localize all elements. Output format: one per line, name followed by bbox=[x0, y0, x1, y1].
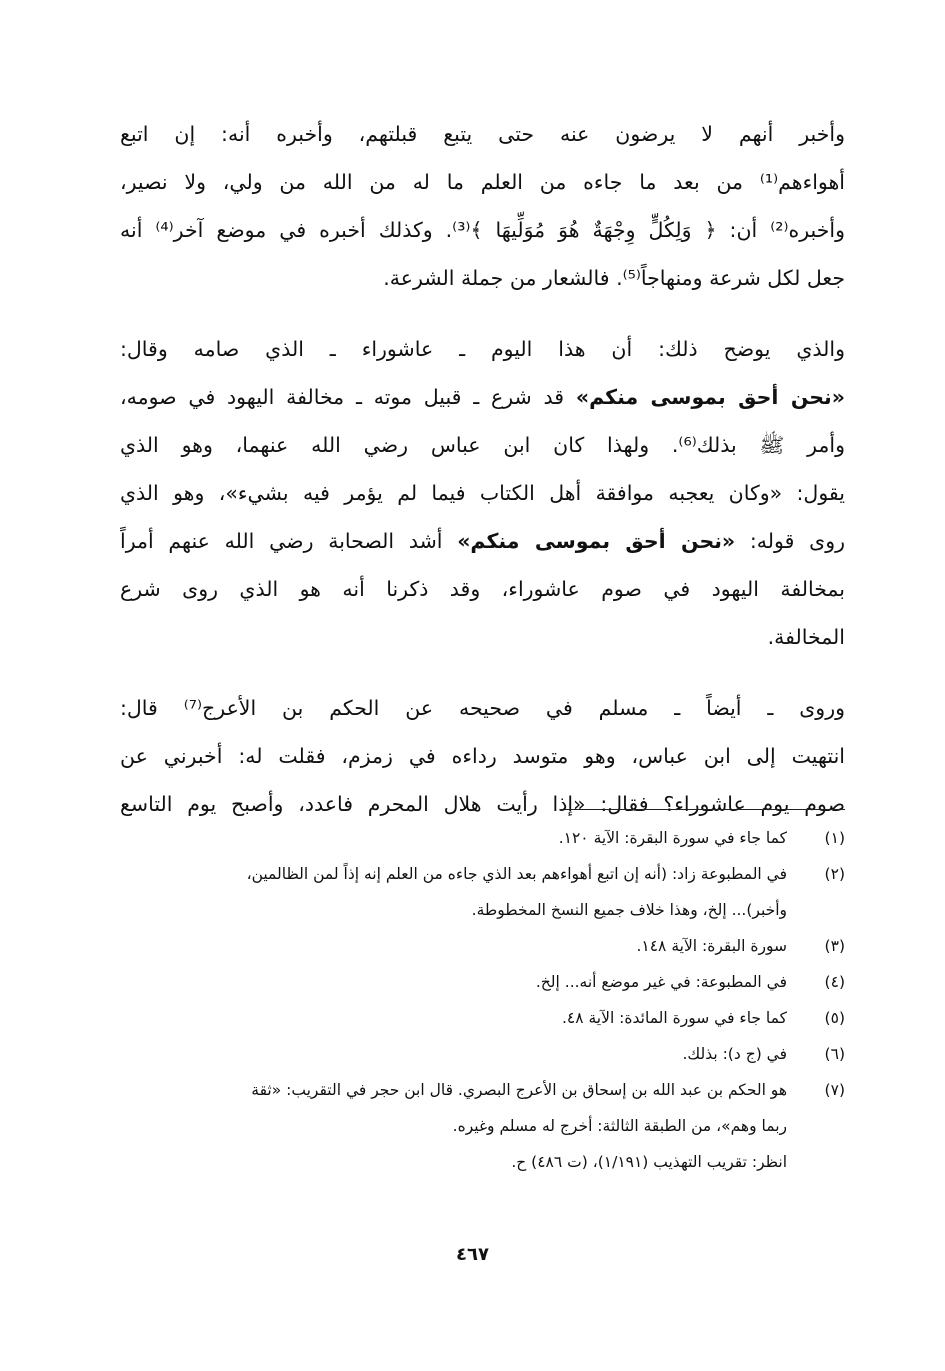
footnote-line: هو الحكم بن عبد الله بن إسحاق بن الأعرج البصري. قال ابن حجر في التقريب: «ثقة bbox=[251, 1081, 787, 1099]
text-run: قد شرع ـ قبيل موته ـ مخالفة اليهود في صومه، bbox=[120, 385, 576, 409]
footnote-number: (٧) bbox=[824, 1081, 845, 1099]
paragraph-3 bbox=[120, 684, 845, 828]
text-line: انتهيت إلى ابن عباس، وهو متوسد رداءه في زمزم، فقلت له: أخبرني عن bbox=[120, 744, 845, 768]
footnotes bbox=[120, 820, 845, 1180]
text-line: صوم يوم عاشوراء؟ فقال: «إذا رأيت هلال المحرم فاعدد، وأصبح يوم التاسع bbox=[120, 792, 845, 816]
footnote-number: (٤) bbox=[824, 973, 845, 991]
text-line: وأمر ﷺ بذلك⁽⁶⁾. ولهذا كان ابن عباس رضي الله عنهما، وهو الذي bbox=[120, 433, 845, 457]
text-run: أشد الصحابة رضي الله عنهم أمراً bbox=[120, 529, 458, 553]
paragraph-1 bbox=[120, 110, 845, 302]
text-line: وأخبر أنهم لا يرضون عنه حتى يتبع قبلتهم، وأخبره أنه: إن اتبع bbox=[120, 122, 845, 146]
footnote-text bbox=[120, 1072, 787, 1180]
footnote-4 bbox=[120, 964, 845, 1000]
footnote-text bbox=[120, 1036, 787, 1072]
text-line: وأخبره⁽²⁾ أن: ﴿ وَلِكُلٍّ وِجْهَةٌ هُوَ مُوَلِّيهَا ﴾⁽³⁾. وكذلك أخبره في موضع آخر⁽⁴⁾ أنه bbox=[120, 218, 845, 242]
hadith-quote: «نحن أحق بموسى منكم» bbox=[575, 385, 845, 409]
footnote-separator bbox=[560, 809, 845, 810]
footnote-number: (٦) bbox=[824, 1045, 845, 1063]
footnote-line: انظر: تقريب التهذيب (١/١٩١)، (ت ٤٨٦) ح. bbox=[511, 1153, 787, 1171]
footnote-3 bbox=[120, 928, 845, 964]
footnote-line: ربما وهم»، من الطبقة الثالثة: أخرج له مسلم وغيره. bbox=[452, 1117, 787, 1135]
text-line: والذي يوضح ذلك: أن هذا اليوم ـ عاشوراء ـ الذي صامه وقال: bbox=[120, 337, 845, 361]
footnote-5 bbox=[120, 1000, 845, 1036]
page-number: ٤٦٧ bbox=[456, 1244, 489, 1265]
footnote-line: سورة البقرة: الآية ١٤٨. bbox=[636, 937, 787, 955]
footnote-line: في (ج د): بذلك. bbox=[682, 1045, 787, 1063]
text-run: روى قوله: bbox=[735, 529, 845, 553]
footnote-text bbox=[120, 964, 787, 1000]
text-line: أهواءهم⁽¹⁾ من بعد ما جاءه من العلم ما له من الله من ولي، ولا نصير، bbox=[120, 170, 845, 194]
footnote-text bbox=[120, 1000, 787, 1036]
footnote-6 bbox=[120, 1036, 845, 1072]
footnote-line: وأخبر)... إلخ، وهذا خلاف جميع النسخ المخطوطة. bbox=[471, 901, 787, 919]
footnote-number: (٣) bbox=[824, 937, 845, 955]
footnote-7 bbox=[120, 1072, 845, 1180]
footnote-2 bbox=[120, 856, 845, 928]
text-line: وروى ـ أيضاً ـ مسلم في صحيحه عن الحكم بن الأعرج⁽⁷⁾ قال: bbox=[120, 696, 845, 720]
footnote-1 bbox=[120, 820, 845, 856]
footnote-number: (١) bbox=[824, 829, 845, 847]
footnote-line: في المطبوعة زاد: (أنه إن اتبع أهواءهم بعد الذي جاءه من العلم إنه إذاً لمن الظالمين، bbox=[246, 865, 787, 883]
footnote-text bbox=[120, 856, 787, 928]
footnote-text bbox=[120, 928, 787, 964]
text-line: جعل لكل شرعة ومنهاجاً⁽⁵⁾. فالشعار من جملة الشرعة. bbox=[383, 266, 845, 290]
footnote-text bbox=[120, 820, 787, 856]
main-text bbox=[120, 110, 845, 851]
paragraph-2 bbox=[120, 325, 845, 661]
footnote-number: (٥) bbox=[824, 1009, 845, 1027]
footnote-line: كما جاء في سورة البقرة: الآية ١٢٠. bbox=[558, 829, 787, 847]
text-line bbox=[120, 373, 845, 421]
footnote-number: (٢) bbox=[824, 865, 845, 883]
text-line: بمخالفة اليهود في صوم عاشوراء، وقد ذكرنا أنه هو الذي روى شرع bbox=[120, 577, 845, 601]
text-line: يقول: «وكان يعجبه موافقة أهل الكتاب فيما لم يؤمر فيه بشيء»، وهو الذي bbox=[120, 481, 845, 505]
text-line bbox=[120, 517, 845, 565]
footnote-line: في المطبوعة: في غير موضع أنه... إلخ. bbox=[535, 973, 787, 991]
footnote-line: كما جاء في سورة المائدة: الآية ٤٨. bbox=[561, 1009, 787, 1027]
text-line: المخالفة. bbox=[767, 625, 845, 649]
hadith-quote: «نحن أحق بموسى منكم» bbox=[457, 529, 736, 553]
